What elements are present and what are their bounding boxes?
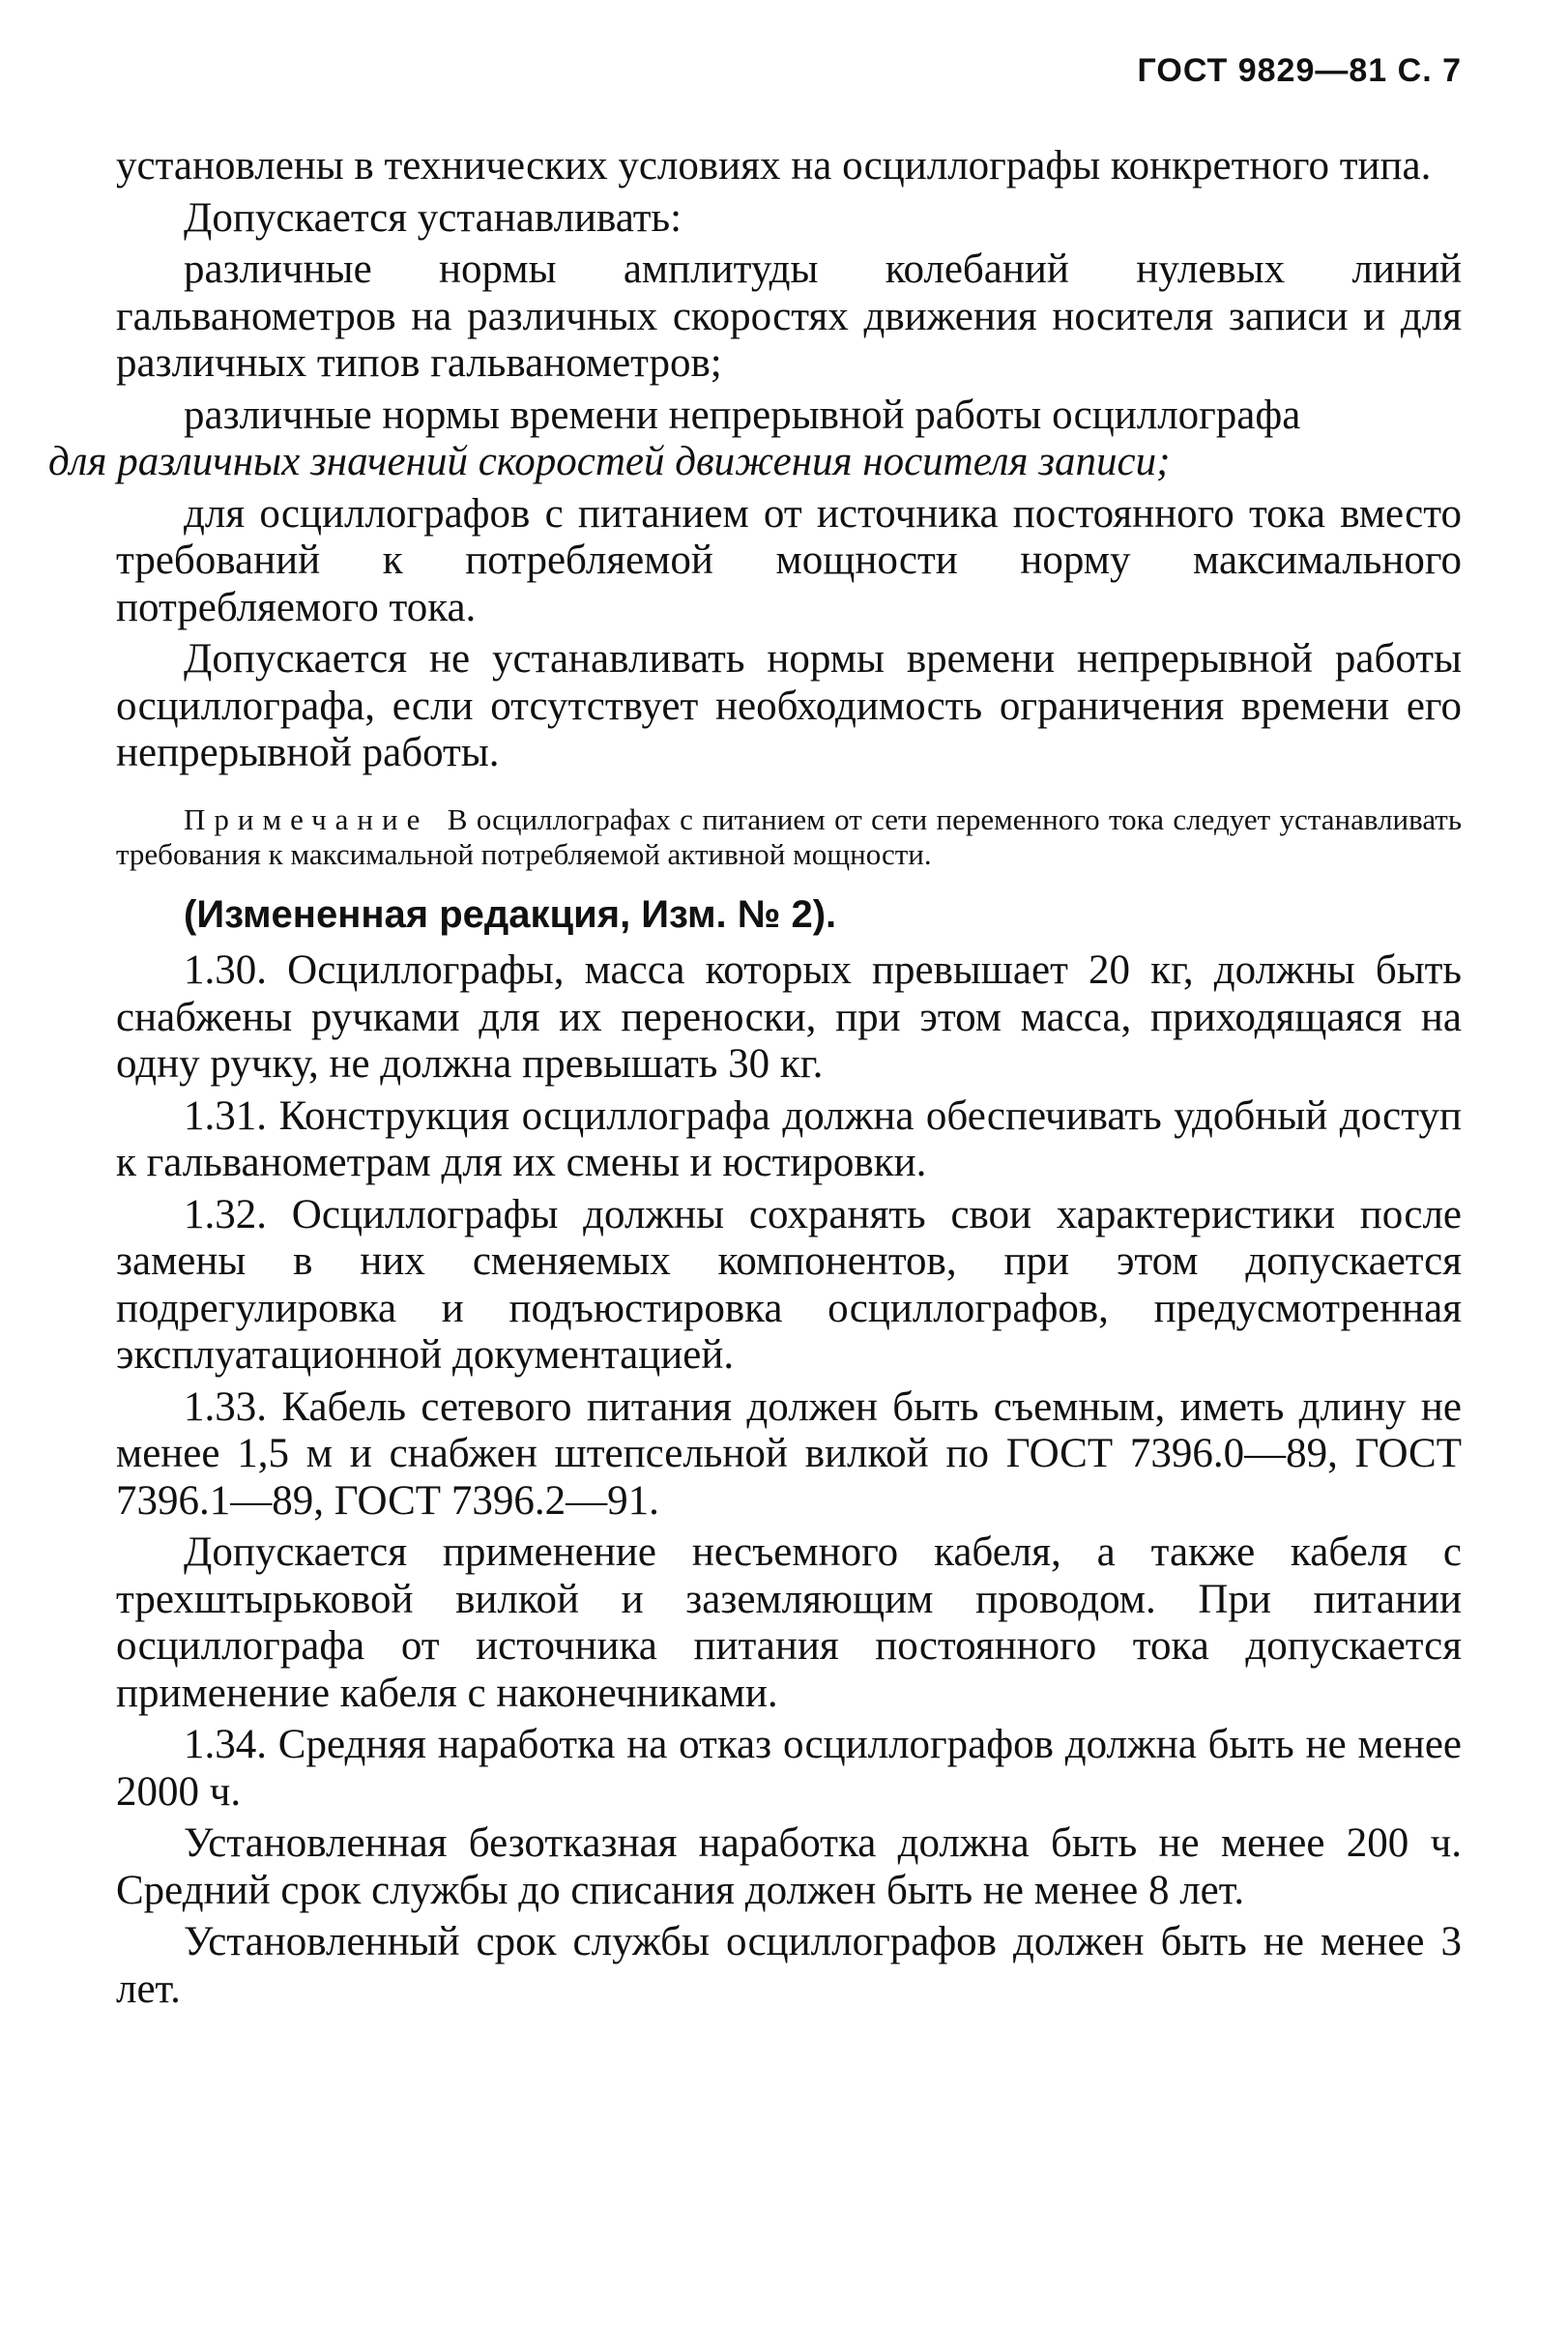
note: [116, 802, 1462, 872]
paragraph-line: различные нормы времени непрерывной работы осциллографа: [184, 392, 1301, 438]
clause-1-32: 1.32. Осциллографы должны сохранять свои характеристики после замены в них сменяемых компонентов, при этом допускается подрегулировка и подъюстировка осциллографов, предусмотренная эксплуатационной документацией.: [116, 1191, 1462, 1378]
paragraph: Допускается устанавливать:: [184, 194, 682, 241]
clause-1-34: 1.34. Средняя наработка на отказ осциллографов должна быть не менее 2000 ч.: [116, 1722, 1462, 1815]
paragraph: различные нормы амплитуды колебаний нулевых линий гальванометров на различных скоростях движения носителя записи и для различных типов гальванометров;: [116, 247, 1462, 386]
paragraph: Установленная безотказная наработка должна быть не менее 200 ч. Средний срок службы до списания должен быть не менее 8 лет.: [116, 1820, 1462, 1913]
clause-1-30: 1.30. Осциллографы, масса которых превышает 20 кг, должны быть снабжены ручками для их переноски, при этом масса, приходящаяся на одну ручку, не должна превышать 30 кг.: [116, 947, 1462, 1087]
clause-1-31: 1.31. Конструкция осциллографа должна обеспечивать удобный доступ к гальванометрам для их смены и юстировки.: [116, 1092, 1462, 1185]
paragraph: Допускается применение несъемного кабеля, а также кабеля с трехштырьковой вилкой и заземляющим проводом. При питании осциллографа от источника питания постоянного тока допускается применение кабеля с наконечниками.: [116, 1529, 1462, 1716]
amendment-note: (Измененная редакция, Изм. № 2).: [184, 892, 837, 936]
note-text: В осциллографах с питанием от сети переменного тока следует устанавливать требования к максимальной потребляемой активной мощности.: [116, 801, 1462, 871]
paragraph-line-italic: для различных значений скоростей движения носителя записи;: [48, 439, 1171, 484]
running-header: ГОСТ 9829—81 С. 7: [1137, 52, 1462, 89]
note-label: Примечание: [184, 801, 429, 836]
paragraph: Допускается не устанавливать нормы времени непрерывной работы осциллографа, если отсутствует необходимость ограничения времени его непрерывной работы.: [116, 636, 1462, 775]
paragraph: для осциллографов с питанием от источника постоянного тока вместо требований к потребляемой мощности норму максимального потребляемого тока.: [116, 490, 1462, 630]
body-text: [48, 143, 1462, 2018]
paragraph: Установленный срок службы осциллографов должен быть не менее 3 лет.: [116, 1919, 1462, 2012]
paragraph: установлены в технических условиях на осциллографы конкретного типа.: [116, 143, 1432, 189]
paragraph: [48, 392, 1462, 486]
clause-1-33: 1.33. Кабель сетевого питания должен быть съемным, иметь длину не менее 1,5 м и снабжен штепсельной вилкой по ГОСТ 7396.0—89, ГОСТ 7396.1—89, ГОСТ 7396.2—91.: [116, 1383, 1462, 1524]
